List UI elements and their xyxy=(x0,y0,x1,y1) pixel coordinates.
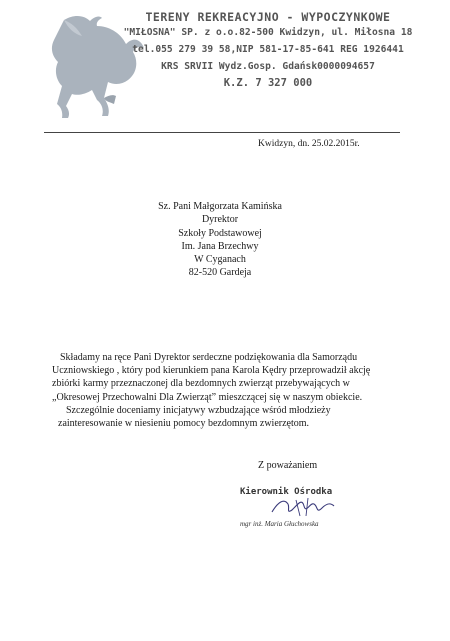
letterhead-phone: tel.055 279 39 58,NIP 581-17-85-641 REG 1926441 xyxy=(132,44,404,55)
letterhead-kz: K.Z. 7 327 000 xyxy=(223,77,313,89)
body-line: Uczniowskiego , który pod kierunkiem pana Karola Kędry przeprowadził akcję xyxy=(52,365,371,377)
addressee-line: Sz. Pani Małgorzata Kamińska xyxy=(158,201,282,212)
body-line: Szczególnie doceniamy inicjatywy wzbudzające wśród młodzieży xyxy=(66,404,331,416)
letter-date: Kwidzyn, dn. 25.02.2015r. xyxy=(258,139,360,149)
body-line: zainteresowanie w niesieniu pomocy bezdomnym zwierzętom. xyxy=(58,418,310,430)
addressee-line: 82-520 Gardeja xyxy=(188,267,252,279)
body-line: Składamy na ręce Pani Dyrektor serdeczne podziękowania dla Samorządu xyxy=(60,352,358,363)
addressee-block xyxy=(120,200,320,280)
stamp-title: Kierownik Ośrodka xyxy=(240,487,333,497)
body-line: zbiórki karmy przeznaczonej dla bezdomnych zwierząt przebywających w xyxy=(52,378,350,390)
letterhead-company: TERENY REKREACYJNO - WYPOCZYNKOWE xyxy=(145,10,391,24)
addressee-line: Im. Jana Brzechwy xyxy=(181,240,259,252)
stamp-name: mgr inż. Maria Głuchowska xyxy=(240,520,319,528)
addressee-line: Szkoły Podstawowej xyxy=(178,227,262,239)
addressee-line: Dyrektor xyxy=(201,214,239,226)
signature-icon xyxy=(268,494,338,520)
letterhead-krs: KRS SRVII Wydz.Gosp. Gdańsk0000094657 xyxy=(161,61,375,72)
addressee-line: W Cyganach xyxy=(194,254,246,266)
closing-greeting: Z poważaniem xyxy=(258,460,318,471)
letterhead-address: "MIŁOSNA" SP. z o.o.82-500 Kwidzyn, ul. Miłosna 18 xyxy=(123,27,413,38)
header-divider xyxy=(44,132,400,133)
body-line: „Okresowej Przechowalni Dla Zwierząt” mieszczącej się w naszym obiekcie. xyxy=(52,391,363,403)
letter-body xyxy=(52,351,372,430)
